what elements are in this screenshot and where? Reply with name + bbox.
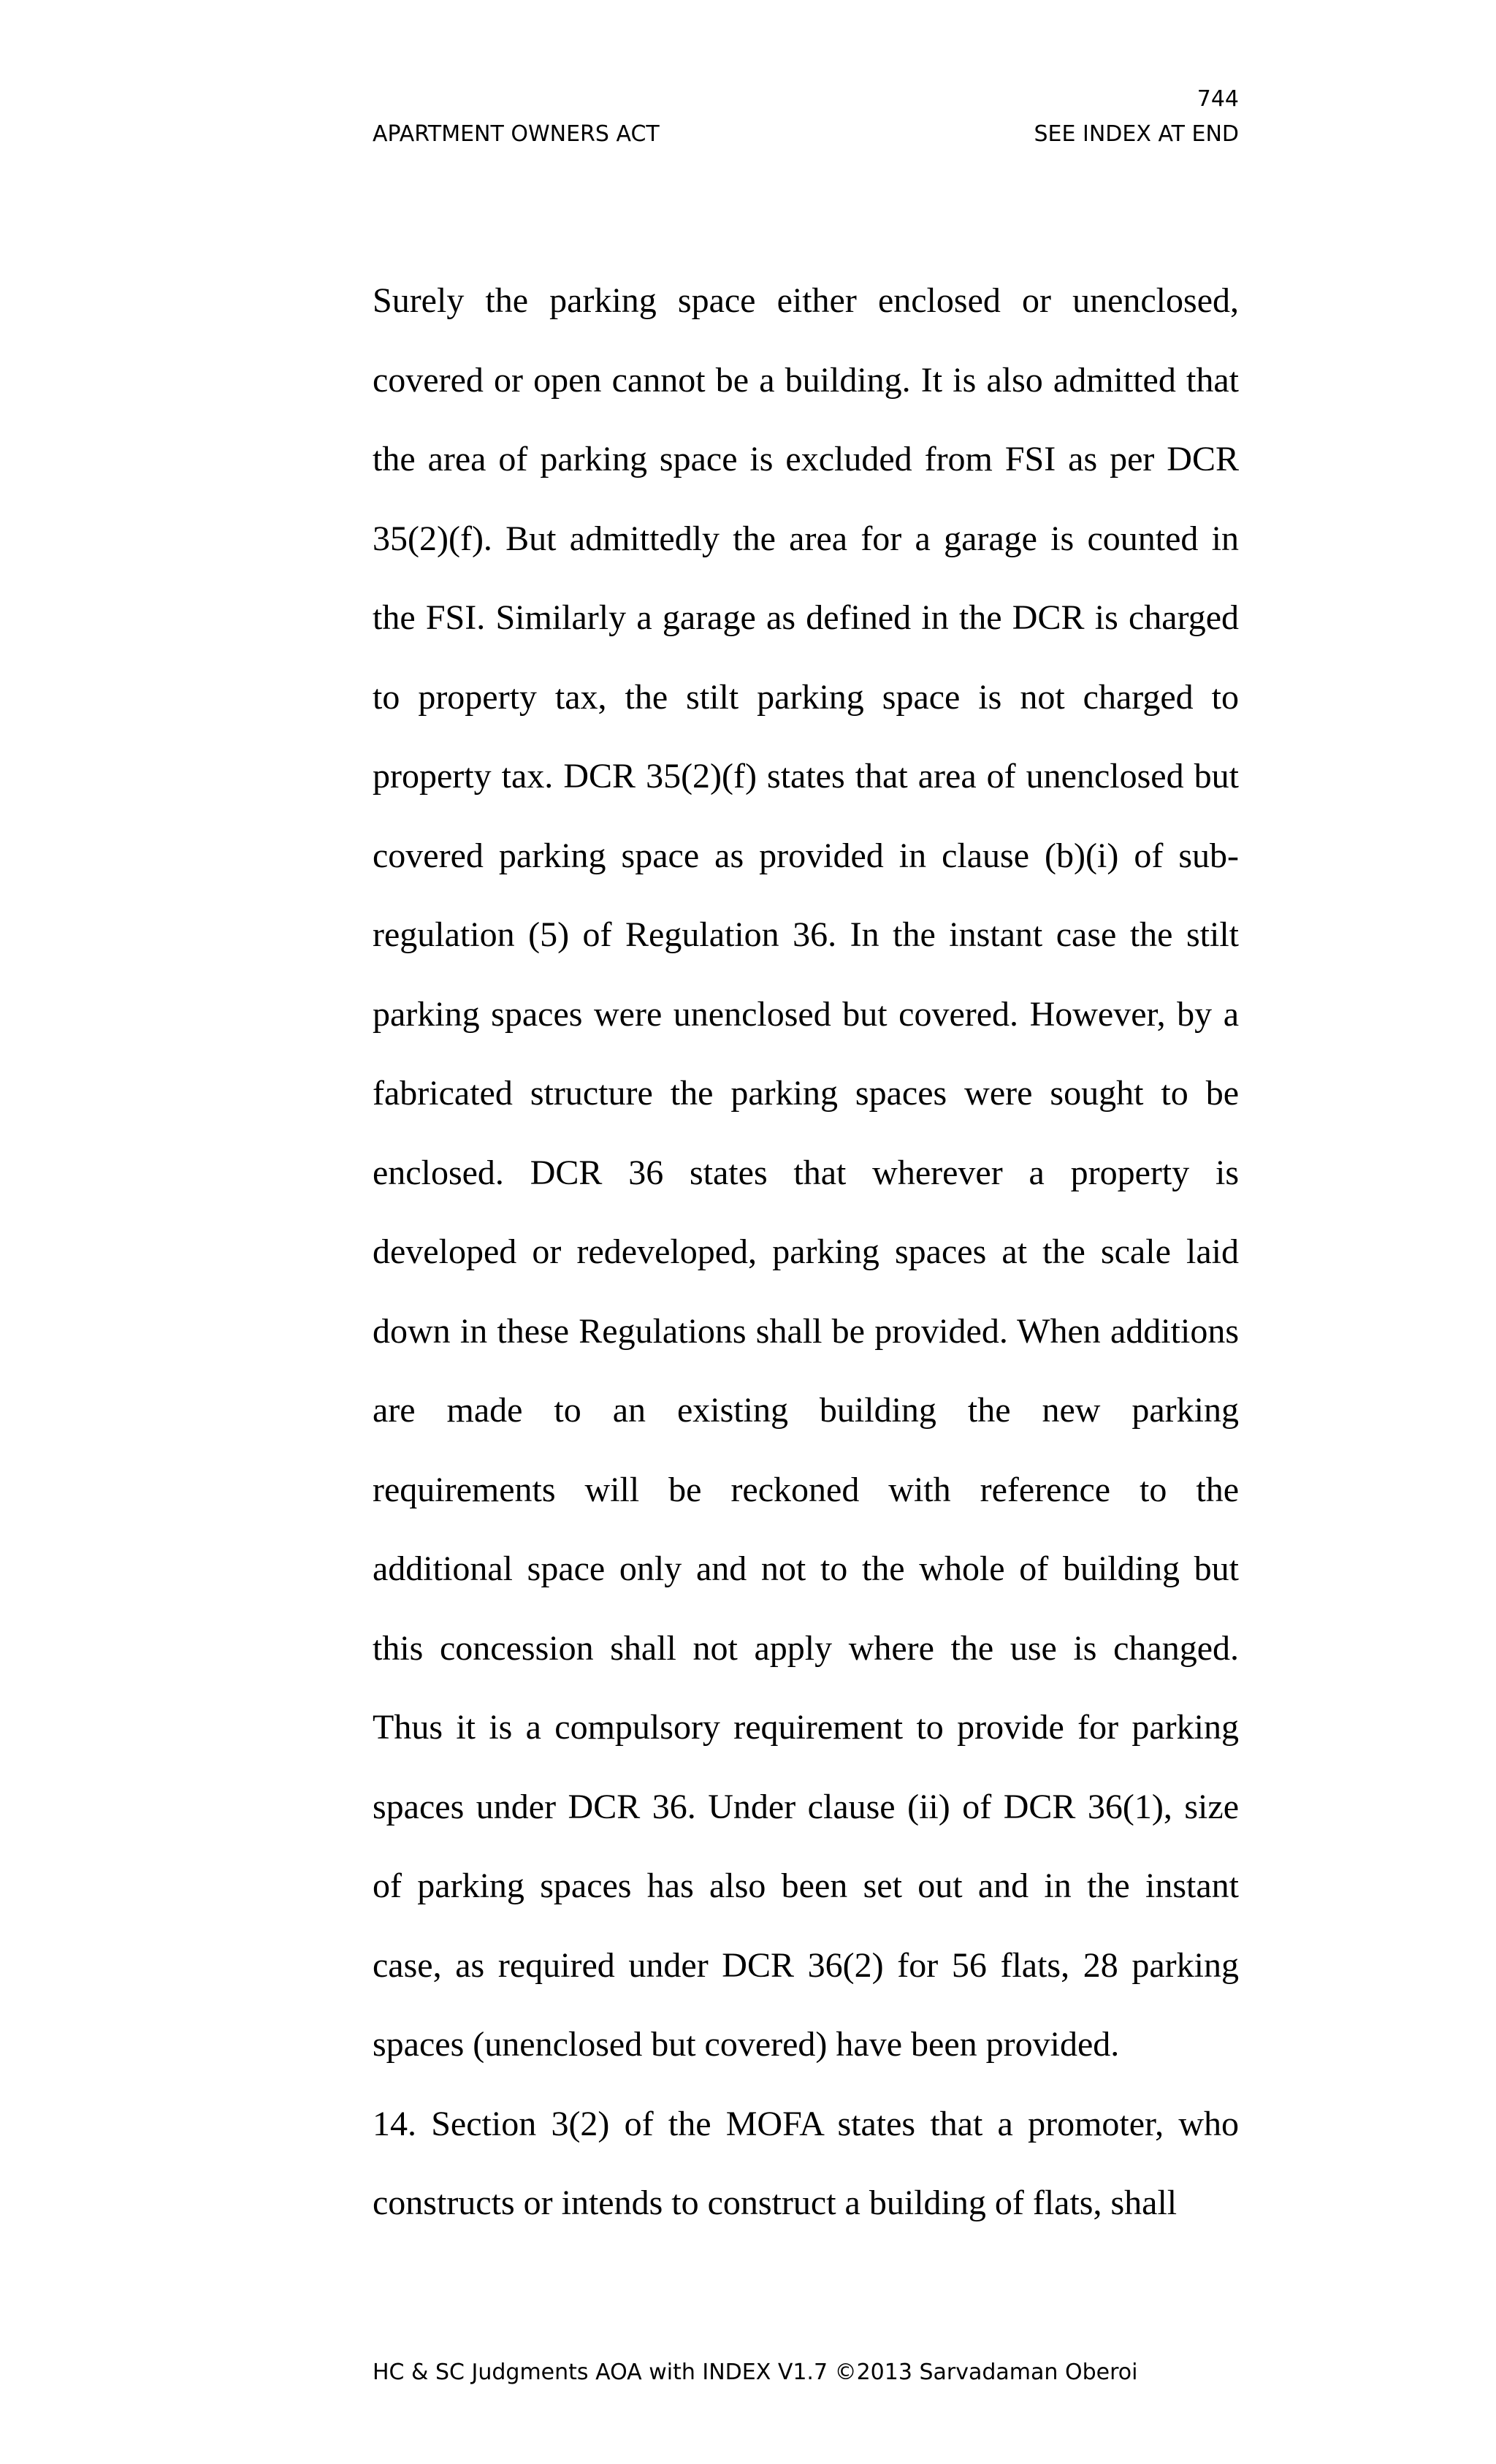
page-number: 744	[1197, 86, 1239, 112]
paragraph: Surely the parking space either enclosed or unenclosed, covered or open cannot be a building. It is also admitted that the area of parking space is excluded from FSI as per DCR 35(2)(f). But admittedly the area for a garage is counted in the FSI. Similarly a garage as defined in the DCR is charged to property tax, the stilt parking space is not charged to property tax. DCR 35(2)(f) states that area of unenclosed but covered parking space as provided in clause (b)(i) of sub-regulation (5) of Regulation 36. In the instant case the stilt parking spaces were unenclosed but covered. However, by a fabricated structure the parking spaces were sought to be enclosed. DCR 36 states that wherever a property is developed or redeveloped, parking spaces at the scale laid down in these Regulations shall be provided. When additions are made to an existing building the new parking requirements will be reckoned with reference to the additional space only and not to the whole of building but this concession shall not apply where the use is changed. Thus it is a compulsory requirement to provide for parking spaces under DCR 36. Under clause (ii) of DCR 36(1), size of parking spaces has also been set out and in the instant case, as required under DCR 36(2) for 56 flats, 28 parking spaces (unenclosed but covered) have been provided.	[373, 281, 1239, 2064]
paragraph: 14. Section 3(2) of the MOFA states that a promoter, who constructs or intends to construct a building of flats, shall	[373, 2104, 1239, 2222]
running-header	[373, 121, 1239, 147]
footer: HC & SC Judgments AOA with INDEX V1.7 ©2013 Sarvadaman Oberoi	[373, 2360, 1138, 2385]
header-right-note: SEE INDEX AT END	[1034, 121, 1239, 147]
body-text	[373, 262, 1239, 2243]
header-left-title: APARTMENT OWNERS ACT	[373, 121, 660, 147]
